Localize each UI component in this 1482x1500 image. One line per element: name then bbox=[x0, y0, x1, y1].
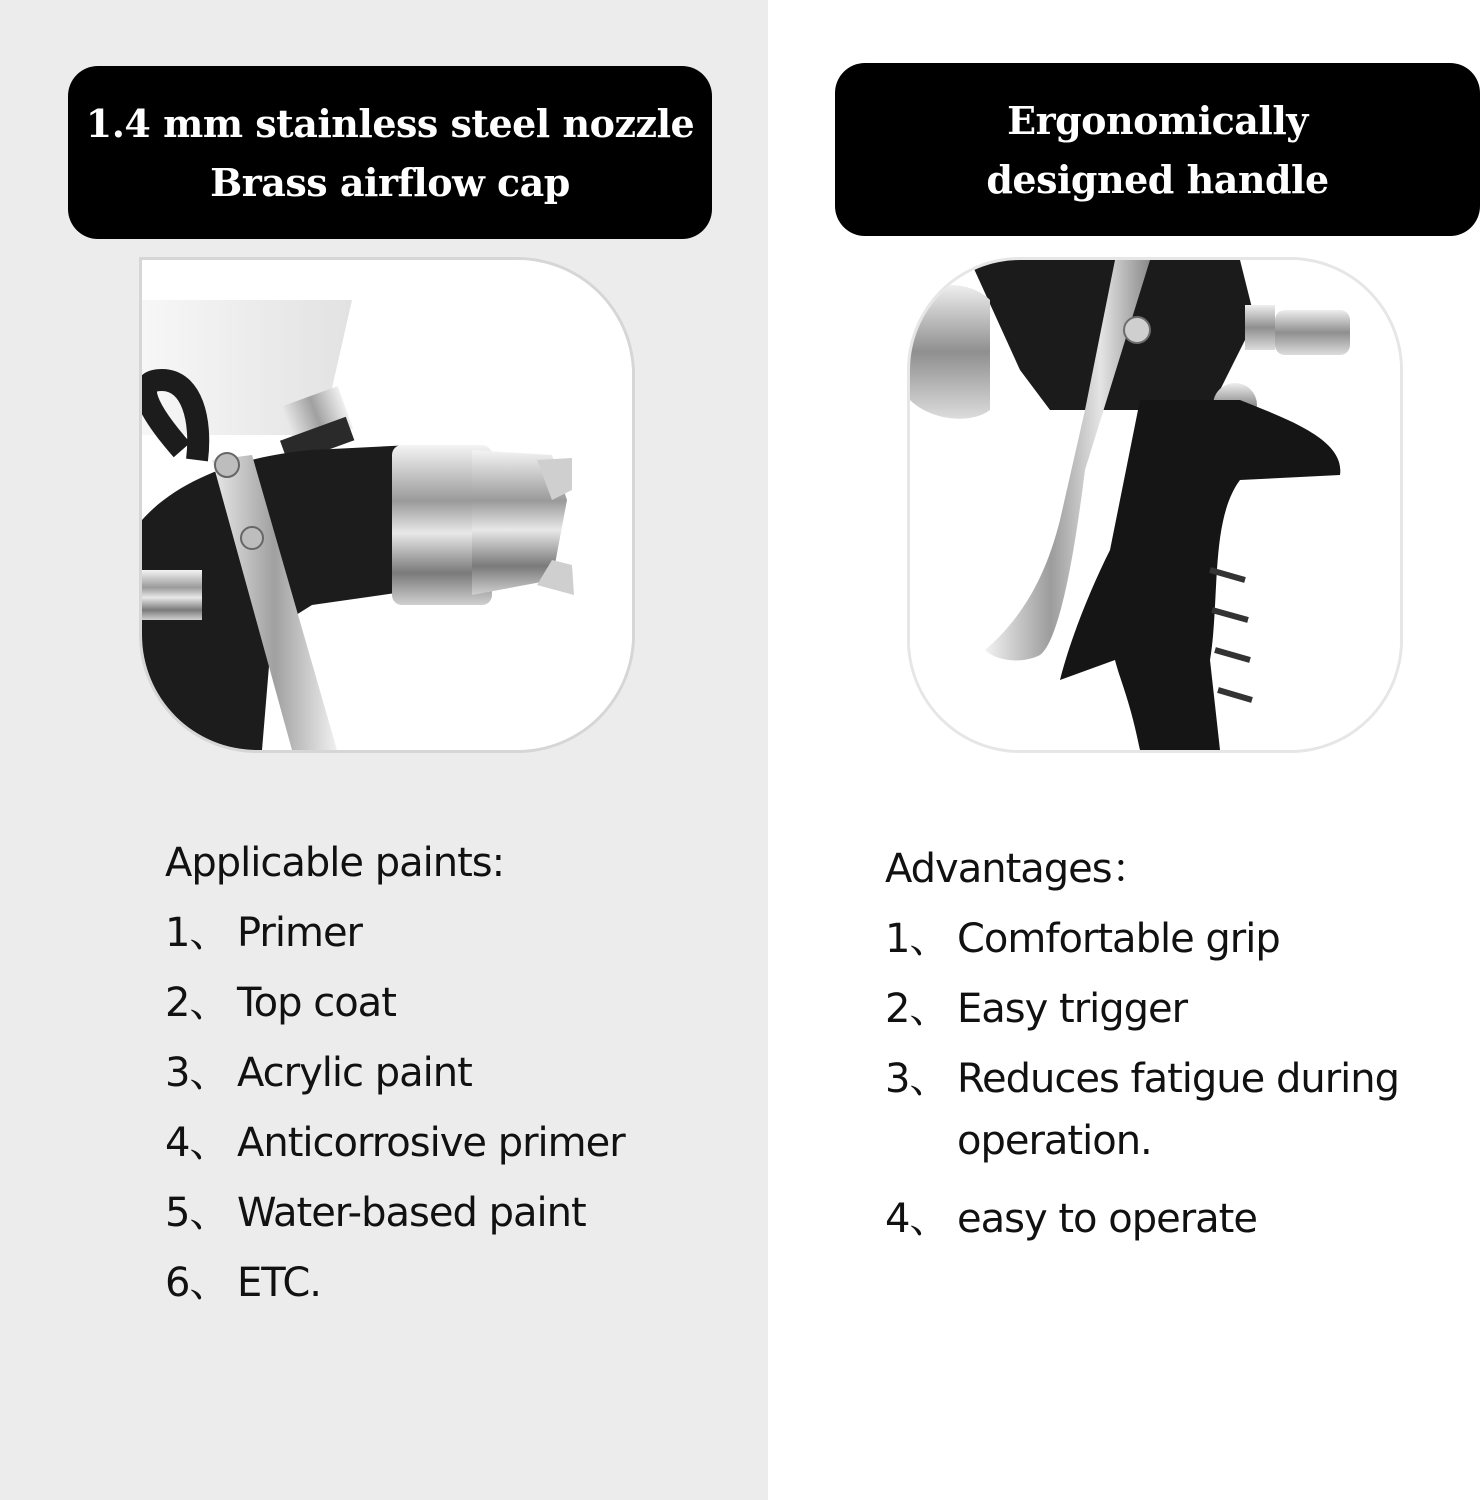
list-item bbox=[165, 1042, 625, 1112]
item-number: 4、 bbox=[165, 1120, 229, 1166]
item-number: 1、 bbox=[885, 916, 949, 962]
item-number: 5、 bbox=[165, 1190, 229, 1236]
item-text: Acrylic paint bbox=[237, 1050, 472, 1096]
item-number: 3、 bbox=[885, 1056, 949, 1102]
list-heading: Advantages： bbox=[885, 846, 1151, 892]
item-text: Anticorrosive primer bbox=[237, 1120, 625, 1166]
list-item bbox=[885, 908, 1437, 978]
nozzle-feature-banner bbox=[68, 66, 712, 239]
item-text: Reduces fatigue during operation. bbox=[957, 1056, 1400, 1164]
item-text: Comfortable grip bbox=[957, 916, 1280, 962]
list-heading: Applicable paints: bbox=[165, 840, 505, 886]
banner-line-1: 1.4 mm stainless steel nozzle bbox=[85, 100, 695, 146]
item-number: 2、 bbox=[885, 986, 949, 1032]
advantages-list bbox=[885, 838, 1437, 1258]
handle-feature-banner bbox=[835, 63, 1480, 236]
item-text: ETC. bbox=[237, 1260, 322, 1306]
item-number: 3、 bbox=[165, 1050, 229, 1096]
list-item bbox=[885, 978, 1437, 1048]
banner-line-2: Brass airflow cap bbox=[210, 159, 570, 205]
list-item bbox=[165, 1182, 625, 1252]
list-item bbox=[165, 972, 625, 1042]
list-item bbox=[165, 1112, 625, 1182]
item-text: easy to operate bbox=[957, 1196, 1257, 1242]
handle-closeup-image bbox=[910, 260, 1400, 750]
nozzle-closeup-image bbox=[142, 260, 632, 750]
item-number: 4、 bbox=[885, 1196, 949, 1242]
item-text: Primer bbox=[237, 910, 362, 956]
item-text: Top coat bbox=[237, 980, 396, 1026]
item-number: 6、 bbox=[165, 1260, 229, 1306]
banner-line-2: designed handle bbox=[986, 156, 1329, 202]
list-item bbox=[165, 902, 625, 972]
item-text: Easy trigger bbox=[957, 986, 1188, 1032]
item-number: 1、 bbox=[165, 910, 229, 956]
list-item bbox=[885, 1188, 1437, 1258]
item-text: Water-based paint bbox=[237, 1190, 586, 1236]
applicable-paints-list bbox=[165, 832, 625, 1322]
banner-line-1: Ergonomically bbox=[1007, 97, 1308, 143]
list-item bbox=[885, 1048, 1437, 1188]
list-item bbox=[165, 1252, 625, 1322]
item-number: 2、 bbox=[165, 980, 229, 1026]
